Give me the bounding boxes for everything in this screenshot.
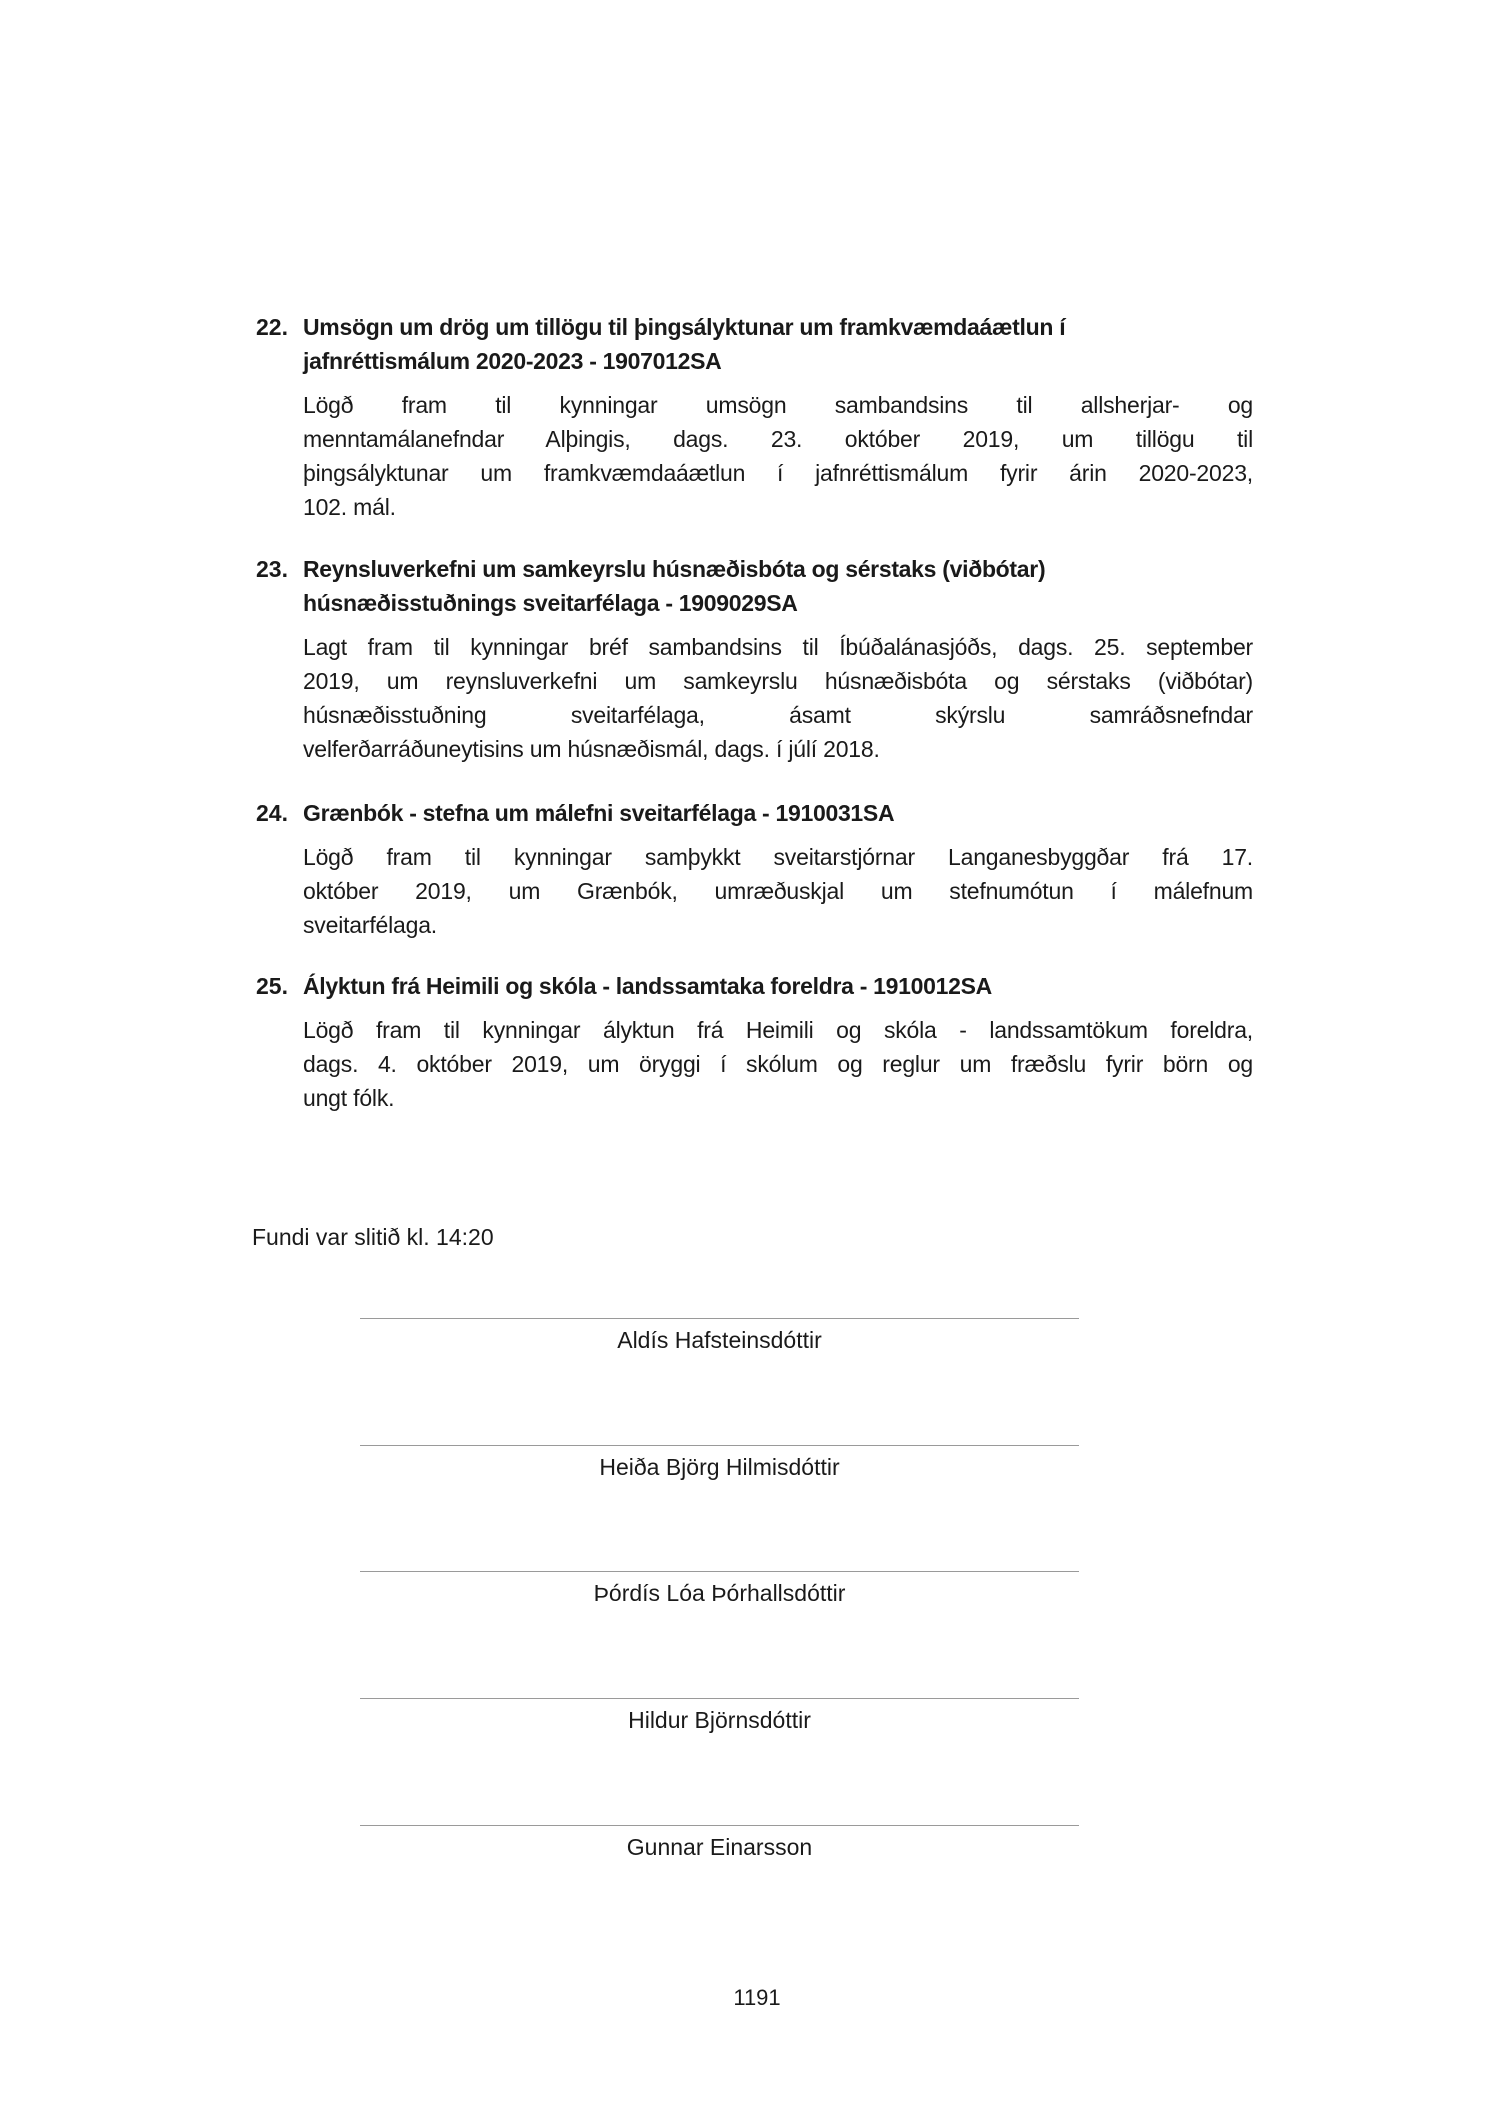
signature-line: Gunnar Einarsson — [360, 1825, 1079, 1862]
body-line: dags. 4. október 2019, um öryggi í skólum og reglur um fræðslu fyrir börn og — [303, 1051, 1253, 1077]
item-title — [303, 552, 1253, 620]
meeting-closing-text: Fundi var slitið kl. 14:20 — [252, 1224, 494, 1250]
title-line: Grænbók - stefna um málefni sveitarfélaga - 1910031SA — [303, 800, 895, 826]
signature-line: Þórdís Lóa Þórhallsdóttir — [360, 1571, 1079, 1608]
item-body — [303, 388, 1253, 524]
body-line: húsnæðisstuðning sveitarfélaga, ásamt skýrslu samráðsnefndar — [303, 702, 1253, 728]
item-number: 23. — [256, 556, 288, 582]
item-number: 25. — [256, 973, 288, 999]
body-line: menntamálanefndar Alþingis, dags. 23. október 2019, um tillögu til — [303, 426, 1253, 452]
agenda-item-25 — [256, 969, 1253, 1115]
agenda-item-23 — [256, 552, 1253, 766]
item-body — [303, 840, 1253, 942]
body-line: 102. mál. — [303, 494, 396, 520]
signature-line: Heiða Björg Hilmisdóttir — [360, 1445, 1079, 1482]
title-line: jafnréttismálum 2020-2023 - 1907012SA — [303, 348, 722, 374]
body-line: sveitarfélaga. — [303, 912, 437, 938]
agenda-item-24 — [256, 796, 1253, 942]
item-number: 24. — [256, 800, 288, 826]
item-title — [303, 310, 1253, 378]
body-line: þingsályktunar um framkvæmdaáætlun í jafnréttismálum fyrir árin 2020-2023, — [303, 460, 1253, 486]
signature-line: Hildur Björnsdóttir — [360, 1698, 1079, 1735]
item-number: 22. — [256, 314, 288, 340]
title-line: Umsögn um drög um tillögu til þingsályktunar um framkvæmdaáætlun í — [303, 314, 1066, 340]
body-line: Lögð fram til kynningar umsögn sambandsins til allsherjar- og — [303, 392, 1253, 418]
body-line: 2019, um reynsluverkefni um samkeyrslu húsnæðisbóta og sérstaks (viðbótar) — [303, 668, 1253, 694]
signature-line: Aldís Hafsteinsdóttir — [360, 1318, 1079, 1355]
title-line: Reynsluverkefni um samkeyrslu húsnæðisbóta og sérstaks (viðbótar) — [303, 556, 1046, 582]
body-line: Lögð fram til kynningar ályktun frá Heimili og skóla - landssamtökum foreldra, — [303, 1017, 1253, 1043]
title-line: húsnæðisstuðnings sveitarfélaga - 1909029SA — [303, 590, 798, 616]
body-line: ungt fólk. — [303, 1085, 395, 1111]
body-line: Lagt fram til kynningar bréf sambandsins til Íbúðalánasjóðs, dags. 25. september — [303, 634, 1253, 660]
title-line: Ályktun frá Heimili og skóla - landssamtaka foreldra - 1910012SA — [303, 973, 992, 999]
item-title — [303, 969, 1253, 1003]
body-line: Lögð fram til kynningar samþykkt sveitarstjórnar Langanesbyggðar frá 17. — [303, 844, 1253, 870]
body-line: velferðarráðuneytisins um húsnæðismál, dags. í júlí 2018. — [303, 736, 880, 762]
page-number: 1191 — [733, 1985, 781, 2010]
item-body — [303, 630, 1253, 766]
body-line: október 2019, um Grænbók, umræðuskjal um stefnumótun í málefnum — [303, 878, 1253, 904]
agenda-item-22 — [256, 310, 1253, 524]
item-body — [303, 1013, 1253, 1115]
item-title — [303, 796, 1253, 830]
